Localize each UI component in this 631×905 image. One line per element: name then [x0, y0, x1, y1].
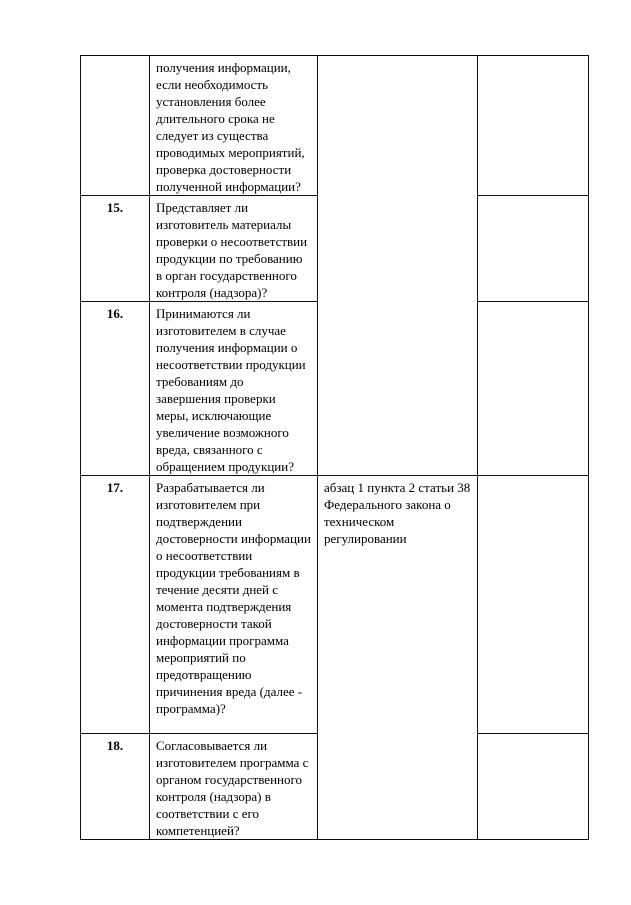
checklist-table — [80, 55, 589, 840]
row-number: 15. — [81, 196, 150, 302]
table-row — [81, 734, 589, 840]
row-number: 18. — [81, 734, 150, 840]
table-row — [81, 56, 589, 196]
answer-cell — [478, 476, 589, 734]
row-number — [81, 56, 150, 196]
answer-cell — [478, 196, 589, 302]
legal-basis-cell — [318, 56, 478, 196]
question-text: Принимаются ли изготовителем в случае получения информации о несоответствии продукции требованиям до завершения проверки меры, исключающие увеличение возможного вреда, связанного с обращением продукции? — [150, 302, 318, 476]
legal-basis-cell — [318, 196, 478, 302]
question-text: Разрабатывается ли изготовителем при подтверждении достоверности информации о несоответствии продукции требованиям в течение десяти дней с момента подтверждения достоверности такой информации программа мероприятий по предотвращению причинения вреда (далее - программа)? — [150, 476, 318, 734]
legal-basis-cell: абзац 1 пункта 2 статьи 38 Федерального закона о техническом регулировании — [318, 476, 478, 734]
row-number: 17. — [81, 476, 150, 734]
question-text: получения информации, если необходимость установления более длительного срока не следует из существа проводимых мероприятий, проверка достоверности полученной информации? — [150, 56, 318, 196]
answer-cell — [478, 56, 589, 196]
question-text: Согласовывается ли изготовителем программа с органом государственного контроля (надзора) в соответствии с его компетенцией? — [150, 734, 318, 840]
legal-basis-cell — [318, 302, 478, 476]
row-number: 16. — [81, 302, 150, 476]
question-text: Представляет ли изготовитель материалы проверки о несоответствии продукции по требованию в орган государственного контроля (надзора)? — [150, 196, 318, 302]
table-row — [81, 302, 589, 476]
answer-cell — [478, 302, 589, 476]
table-row — [81, 476, 589, 734]
answer-cell — [478, 734, 589, 840]
table-row — [81, 196, 589, 302]
legal-basis-cell — [318, 734, 478, 840]
